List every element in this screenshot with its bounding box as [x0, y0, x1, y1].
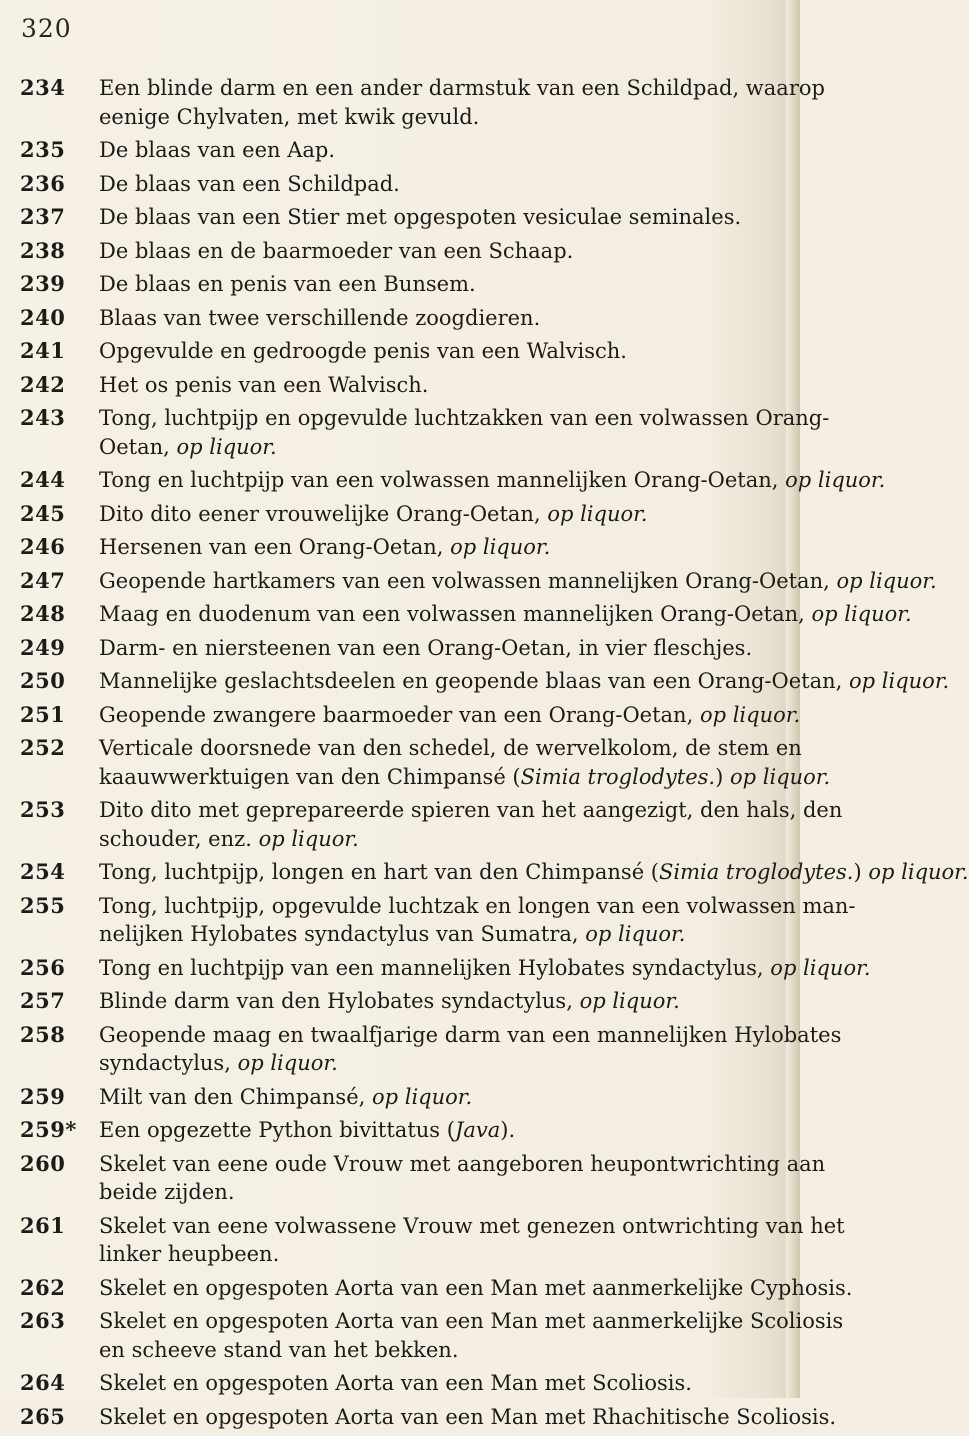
entry-text: nelijken Hylobates syndactylus van Sumatra,: [99, 922, 579, 946]
entry-text-line: [99, 371, 780, 400]
entry-text: Dito dito eener vrouwelijke Orang-Oetan,: [99, 501, 541, 526]
entry-number: 251: [20, 701, 66, 727]
entry-number: 249: [20, 634, 66, 660]
species-name: Java: [454, 1118, 501, 1142]
entry-text-line: [99, 533, 780, 562]
entry-text: Verticale doorsnede van den schedel, de wervelkolom, de stem en: [99, 736, 802, 760]
catalogue-entry: [0, 796, 843, 853]
entry-text-line: [99, 203, 780, 232]
entry-text: Geopende hartkamers van een volwassen mannelijken Orang-Oetan,: [99, 568, 830, 593]
catalogue-entry: [0, 734, 831, 791]
entry-number: 243: [20, 405, 66, 430]
catalogue-entry: [0, 533, 800, 562]
entry-number: 252: [20, 735, 66, 760]
entry-text: Tong en luchtpijp van een volwassen mannelijken Orang-Oetan,: [99, 468, 779, 492]
catalogue-entries: [0, 74, 969, 1436]
entry-text: Geopende zwangere baarmoeder van een Orang-Oetan,: [99, 702, 694, 727]
entry-number: 263: [20, 1308, 66, 1333]
catalogue-entry: [0, 1212, 845, 1269]
catalogue-entry: [0, 1403, 837, 1432]
preservation-note: op liquor.: [785, 468, 886, 492]
entry-text: Skelet en opgespoten Aorta van een Man met Scoliosis.: [99, 1371, 692, 1395]
catalogue-entry: [0, 237, 800, 266]
entry-text: Blaas van twee verschillende zoogdieren.: [99, 305, 541, 330]
entry-text-line: [99, 1049, 780, 1078]
preservation-note: op liquor.: [730, 764, 831, 789]
entry-text-line: [99, 1178, 780, 1207]
catalogue-entry: [0, 987, 800, 1016]
catalogue-entry: [0, 892, 856, 949]
entry-text-line: [99, 1369, 780, 1398]
entry-text: Milt van den Chimpansé,: [99, 1084, 366, 1109]
entry-number: 264: [20, 1370, 66, 1395]
entry-text-line: [99, 304, 780, 333]
entry-text: Hersenen van een Orang-Oetan,: [99, 535, 444, 559]
entry-number: 244: [20, 467, 66, 492]
entry-text: Oetan,: [99, 434, 170, 459]
entry-text: kaauwwerktuigen van den Chimpansé (: [99, 764, 521, 789]
entry-number: 262: [20, 1274, 66, 1300]
catalogue-entry: [0, 466, 886, 495]
entry-number: 253: [20, 797, 66, 822]
entry-text: Skelet en opgespoten Aorta van een Man met Rhachitische Scoliosis.: [99, 1404, 837, 1429]
catalogue-entry: [0, 371, 800, 400]
entry-text: De blaas en de baarmoeder van een Schaap.: [99, 238, 574, 263]
preservation-note: op liquor.: [811, 602, 912, 626]
entry-text-line: [99, 466, 886, 495]
entry-number: 239: [20, 271, 66, 296]
entry-text-line: [99, 237, 780, 266]
entry-text: Skelet en opgespoten Aorta van een Man met aanmerkelijke Cyphosis.: [99, 1275, 853, 1300]
entry-text: De blaas van een Stier met opgespoten vesiculae seminales.: [99, 205, 742, 229]
catalogue-entry: [0, 858, 969, 887]
entry-text-line: [99, 892, 856, 921]
entry-number: 259: [20, 1083, 66, 1109]
catalogue-entry: [0, 954, 871, 983]
entry-text-line: [99, 734, 802, 763]
entry-text: ): [715, 764, 724, 789]
entry-text-line: [99, 1240, 780, 1269]
entry-text: Het os penis van een Walvisch.: [99, 372, 429, 397]
catalogue-entry: [0, 136, 800, 165]
entry-number: 236: [20, 170, 66, 196]
catalogue-entry: [0, 74, 825, 131]
entry-text-line: [99, 337, 780, 366]
preservation-note: op liquor.: [836, 568, 937, 593]
entry-text: ): [853, 860, 862, 884]
preservation-note: op liquor.: [849, 669, 950, 693]
entry-text: syndactylus,: [99, 1051, 231, 1075]
entry-text: linker heupbeen.: [99, 1242, 280, 1266]
catalogue-entry: [0, 667, 950, 696]
entry-text-line: [99, 1336, 780, 1365]
entry-number: 258: [20, 1021, 66, 1047]
preservation-note: op liquor.: [258, 826, 359, 851]
page-number: 320: [21, 14, 72, 43]
entry-text: Dito dito met geprepareerde spieren van het aangezigt, den hals, den: [99, 798, 843, 822]
preservation-note: op liquor.: [547, 501, 648, 526]
entry-number: 242: [20, 371, 66, 397]
catalogue-entry: [0, 203, 800, 232]
entry-number: 250: [20, 668, 66, 693]
catalogue-entry: [0, 500, 800, 529]
catalogue-entry: [0, 304, 800, 333]
entry-text-line: [99, 1116, 780, 1145]
entry-number: 265: [20, 1403, 66, 1429]
entry-number: 261: [20, 1212, 66, 1238]
entry-number: 260: [20, 1150, 66, 1176]
entry-text-line: [99, 634, 780, 663]
catalogue-entry: [0, 1150, 826, 1207]
entry-text: Maag en duodenum van een volwassen mannelijken Orang-Oetan,: [99, 602, 805, 626]
preservation-note: op liquor.: [579, 989, 680, 1013]
entry-text-line: [99, 600, 912, 629]
entry-number: 237: [20, 204, 66, 229]
preservation-note: op liquor.: [699, 702, 801, 727]
entry-number: 248: [20, 601, 66, 626]
entry-text: en scheeve stand van het bekken.: [99, 1337, 459, 1362]
entry-text-line: [99, 987, 780, 1016]
preservation-note: op liquor.: [237, 1051, 338, 1075]
preservation-note: op liquor.: [450, 535, 551, 559]
catalogue-entry: [0, 170, 800, 199]
preservation-note: op liquor.: [585, 922, 686, 946]
entry-text: Een blinde darm en een ander darmstuk van een Schildpad, waarop: [99, 76, 825, 100]
entry-number: 254: [20, 859, 66, 884]
preservation-note: op liquor.: [371, 1084, 473, 1109]
catalogue-entry: [0, 404, 830, 461]
entry-text-line: [99, 1307, 844, 1336]
entry-text-line: [99, 1083, 780, 1112]
entry-text-line: [99, 103, 780, 132]
species-name: Simia troglodytes.: [520, 764, 716, 789]
catalogue-entry: [0, 1369, 800, 1398]
entry-text: Tong, luchtpijp, opgevulde luchtzak en longen van een volwassen man-: [99, 893, 856, 918]
entry-text: Een opgezette Python bivittatus (: [99, 1118, 455, 1142]
entry-text-line: [99, 404, 830, 433]
entry-text-line: [99, 858, 969, 887]
catalogue-entry: [0, 270, 800, 299]
entry-text-line: [99, 954, 871, 983]
entry-number: 235: [20, 137, 66, 162]
entry-number: 240: [20, 304, 66, 330]
entry-text-line: [99, 433, 780, 462]
entry-number: 246: [20, 534, 66, 559]
entry-number: 255: [20, 892, 66, 918]
entry-text-line: [99, 763, 831, 792]
catalogue-entry: [0, 1021, 842, 1078]
entry-text-line: [99, 920, 780, 949]
entry-text: beide zijden.: [99, 1180, 235, 1204]
catalogue-entry: [0, 1274, 853, 1303]
entry-number: 241: [20, 338, 66, 363]
entry-text-line: [99, 1212, 845, 1241]
preservation-note: op liquor.: [176, 434, 277, 459]
entry-number: 259*: [20, 1117, 77, 1142]
entry-text: Skelet van eene volwassene Vrouw met genezen ontwrichting van het: [99, 1213, 845, 1238]
entry-text: Geopende maag en twaalfjarige darm van een mannelijken Hylobates: [99, 1022, 842, 1047]
entry-text: Mannelijke geslachtsdeelen en geopende blaas van een Orang-Oetan,: [99, 669, 843, 693]
entry-text-line: [99, 1021, 842, 1050]
catalogue-entry: [0, 1083, 800, 1112]
entry-text: Darm- en niersteenen van een Orang-Oetan, in vier fleschjes.: [99, 635, 753, 660]
entry-text: Tong, luchtpijp, longen en hart van den Chimpansé (: [99, 860, 659, 884]
entry-number: 256: [20, 954, 66, 980]
entry-text-line: [99, 667, 950, 696]
entry-text: Skelet van eene oude Vrouw met aangeboren heupontwrichting aan: [99, 1151, 826, 1176]
entry-number: 247: [20, 567, 66, 593]
entry-text: Tong, luchtpijp en opgevulde luchtzakken van een volwassen Orang-: [99, 406, 830, 430]
entry-text-line: [99, 825, 780, 854]
entry-text-line: [99, 1150, 826, 1179]
preservation-note: op liquor.: [868, 860, 969, 884]
entry-text-line: [99, 136, 780, 165]
entry-text: Blinde darm van den Hylobates syndactylus,: [99, 989, 573, 1013]
entry-text: De blaas van een Schildpad.: [99, 171, 400, 196]
catalogue-entry: [0, 701, 800, 730]
entry-text: eenige Chylvaten, met kwik gevuld.: [99, 104, 480, 129]
entry-text: De blaas en penis van een Bunsem.: [99, 272, 476, 296]
entry-text: De blaas van een Aap.: [99, 138, 336, 162]
catalogue-entry: [0, 600, 912, 629]
entry-text-line: [99, 74, 825, 103]
entry-text: Skelet en opgespoten Aorta van een Man met aanmerkelijke Scoliosis: [99, 1309, 844, 1333]
entry-number: 238: [20, 237, 66, 263]
entry-number: 245: [20, 500, 66, 526]
catalogue-entry: [0, 1307, 844, 1364]
entry-text: ).: [500, 1118, 516, 1142]
entry-number: 234: [20, 75, 66, 100]
entry-text-line: [99, 567, 937, 596]
catalogue-entry: [0, 634, 800, 663]
entry-text: schouder, enz.: [99, 826, 252, 851]
catalogue-entry: [0, 337, 800, 366]
entry-text-line: [99, 270, 780, 299]
preservation-note: op liquor.: [770, 955, 871, 980]
entry-text-line: [99, 170, 780, 199]
entry-text-line: [99, 500, 780, 529]
entry-text-line: [99, 1403, 837, 1432]
entry-text: Tong en luchtpijp van een mannelijken Hylobates syndactylus,: [99, 955, 764, 980]
catalogue-entry: [0, 567, 937, 596]
catalogue-entry: [0, 1116, 800, 1145]
entry-text-line: [99, 701, 801, 730]
entry-text-line: [99, 796, 843, 825]
entry-text: Opgevulde en gedroogde penis van een Walvisch.: [99, 339, 627, 363]
entry-text-line: [99, 1274, 853, 1303]
entry-number: 257: [20, 988, 66, 1013]
species-name: Simia troglodytes.: [659, 860, 854, 884]
